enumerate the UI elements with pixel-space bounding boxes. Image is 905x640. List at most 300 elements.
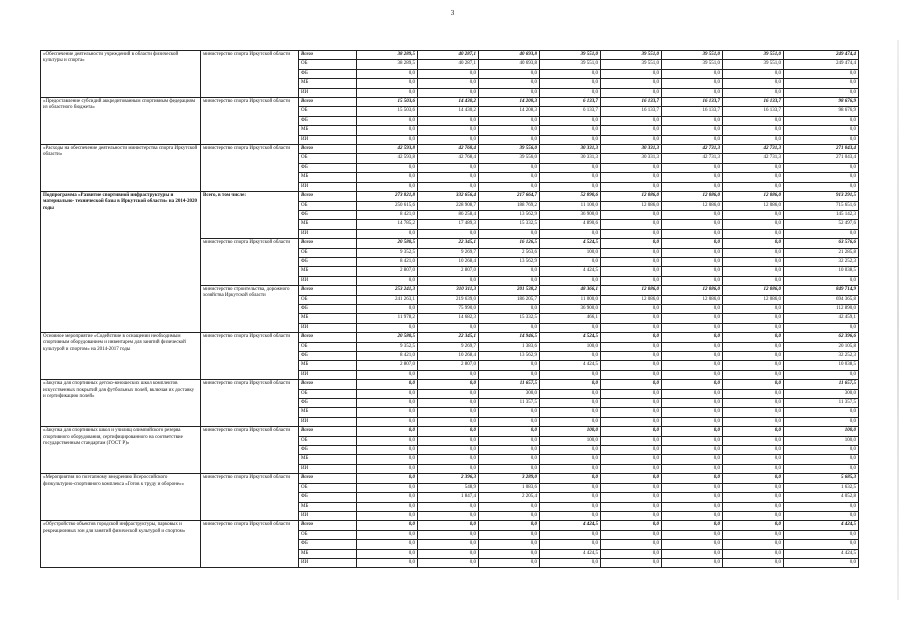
executor-name: Всего, в том числе:	[201, 192, 299, 239]
year-value-cell: 0,0	[723, 399, 784, 408]
year-value-cell: 0,0	[540, 455, 601, 464]
year-value-cell: 0,0	[662, 135, 723, 144]
year-value-cell: 0,0	[723, 352, 784, 361]
year-value-cell: 0,0	[418, 69, 479, 78]
year-value-cell: 0,0	[479, 229, 540, 238]
year-value-cell: 0,0	[601, 530, 662, 539]
year-value-cell: 0,0	[662, 69, 723, 78]
year-value-cell: 0,0	[601, 408, 662, 417]
year-value-cell: 39 551,0	[540, 60, 601, 69]
year-value-cell: 16 133,7	[723, 107, 784, 116]
year-value-cell: 0,0	[662, 493, 723, 502]
table-row	[41, 51, 859, 60]
year-value-cell: 39 551,0	[723, 60, 784, 69]
year-value-cell: 0,0	[723, 88, 784, 97]
total-cell: 20 105,8	[784, 342, 859, 351]
year-value-cell: 39 551,0	[601, 60, 662, 69]
year-value-cell: 4 890,6	[540, 220, 601, 229]
executor-name: министерство спорта Иркутской области	[201, 239, 299, 286]
year-value-cell: 0,0	[357, 530, 418, 539]
year-value-cell: 0,0	[418, 135, 479, 144]
year-value-cell: 12 086,0	[662, 192, 723, 201]
total-cell: 0,0	[784, 446, 859, 455]
year-value-cell: 0,0	[540, 257, 601, 266]
total-cell: 0,0	[784, 163, 859, 172]
year-value-cell: 0,0	[418, 502, 479, 511]
total-cell: 4 424,5	[784, 549, 859, 558]
funding-source: МБ	[299, 455, 357, 464]
year-value-cell: 0,0	[601, 342, 662, 351]
year-value-cell: 0,0	[479, 88, 540, 97]
funding-source: ОБ	[299, 295, 357, 304]
year-value-cell: 42 593,8	[357, 145, 418, 154]
year-value-cell: 0,0	[601, 248, 662, 257]
total-cell: 98 676,9	[784, 107, 859, 116]
year-value-cell: 39 556,0	[479, 154, 540, 163]
year-value-cell: 0,0	[357, 69, 418, 78]
year-value-cell: 0,0	[662, 173, 723, 182]
year-value-cell: 0,0	[601, 173, 662, 182]
year-value-cell: 12 086,0	[601, 295, 662, 304]
year-value-cell: 0,0	[662, 182, 723, 191]
total-cell: 98 676,9	[784, 98, 859, 107]
year-value-cell: 0,0	[662, 163, 723, 172]
year-value-cell: 16 133,7	[723, 98, 784, 107]
year-value-cell: 0,0	[723, 182, 784, 191]
year-value-cell: 0,0	[723, 408, 784, 417]
table-row	[41, 380, 859, 389]
total-cell: 249 474,4	[784, 51, 859, 60]
year-value-cell: 0,0	[540, 88, 601, 97]
executor-name: министерство спорта Иркутской области	[201, 333, 299, 380]
funding-source: ОБ	[299, 248, 357, 257]
year-value-cell: 0,0	[418, 408, 479, 417]
year-value-cell: 9 352,5	[357, 342, 418, 351]
year-value-cell: 0,0	[662, 408, 723, 417]
year-value-cell: 4 424,5	[540, 521, 601, 530]
year-value-cell: 100,0	[540, 436, 601, 445]
year-value-cell: 0,0	[662, 79, 723, 88]
year-value-cell: 30 331,3	[540, 145, 601, 154]
year-value-cell: 0,0	[357, 182, 418, 191]
total-cell: 249 474,4	[784, 60, 859, 69]
year-value-cell: 0,0	[357, 427, 418, 436]
year-value-cell: 12 086,0	[723, 201, 784, 210]
year-value-cell: 0,0	[540, 276, 601, 285]
activity-description: Подпрограмма «Развитие спортивной инфраструктуры и материально- технической базы в Иркутской области» на 2014-2020 годы	[41, 192, 201, 333]
year-value-cell: 0,0	[723, 521, 784, 530]
year-value-cell: 9 269,7	[418, 248, 479, 257]
year-value-cell: 42 768,4	[418, 145, 479, 154]
year-value-cell: 10 268,4	[418, 352, 479, 361]
total-cell: 0,0	[784, 135, 859, 144]
funding-source: ФБ	[299, 540, 357, 549]
total-cell: 0,0	[784, 79, 859, 88]
year-value-cell: 20 580,5	[357, 239, 418, 248]
year-value-cell: 16 126,5	[479, 239, 540, 248]
year-value-cell: 0,0	[418, 88, 479, 97]
total-cell: 0,0	[784, 455, 859, 464]
total-cell: 10 038,5	[784, 267, 859, 276]
table-row	[41, 521, 859, 530]
year-value-cell: 0,0	[723, 380, 784, 389]
total-cell: 0,0	[784, 502, 859, 511]
year-value-cell: 0,0	[662, 220, 723, 229]
year-value-cell: 0,0	[540, 483, 601, 492]
total-cell: 0,0	[784, 88, 859, 97]
year-value-cell: 0,0	[723, 248, 784, 257]
executor-name: министерство спорта Иркутской области	[201, 427, 299, 474]
year-value-cell: 0,0	[357, 493, 418, 502]
year-value-cell: 100,0	[540, 248, 601, 257]
year-value-cell: 0,0	[662, 257, 723, 266]
year-value-cell: 0,0	[662, 370, 723, 379]
total-cell: 0,0	[784, 417, 859, 426]
year-value-cell: 30 331,3	[601, 154, 662, 163]
year-value-cell: 0,0	[540, 530, 601, 539]
year-value-cell: 0,0	[662, 210, 723, 219]
year-value-cell: 0,0	[479, 540, 540, 549]
year-value-cell: 40 693,8	[479, 60, 540, 69]
funding-source: Всего	[299, 521, 357, 530]
total-cell: 300,0	[784, 389, 859, 398]
total-cell: 32 252,3	[784, 257, 859, 266]
year-value-cell: 0,0	[357, 558, 418, 567]
year-value-cell: 0,0	[357, 549, 418, 558]
funding-source: ИИ	[299, 417, 357, 426]
year-value-cell: 0,0	[662, 540, 723, 549]
year-value-cell: 0,0	[418, 455, 479, 464]
year-value-cell: 0,0	[357, 304, 418, 313]
table-row	[41, 474, 859, 483]
year-value-cell: 241 263,1	[357, 295, 418, 304]
year-value-cell: 0,0	[601, 427, 662, 436]
year-value-cell: 0,0	[479, 163, 540, 172]
year-value-cell: 0,0	[601, 558, 662, 567]
year-value-cell: 0,0	[662, 530, 723, 539]
year-value-cell: 0,0	[662, 446, 723, 455]
year-value-cell: 0,0	[479, 558, 540, 567]
year-value-cell: 11 000,0	[540, 295, 601, 304]
year-value-cell: 0,0	[723, 257, 784, 266]
year-value-cell: 0,0	[357, 483, 418, 492]
year-value-cell: 0,0	[723, 474, 784, 483]
year-value-cell: 40 287,1	[418, 51, 479, 60]
year-value-cell: 8 421,0	[357, 210, 418, 219]
year-value-cell: 11 100,0	[540, 201, 601, 210]
year-value-cell: 0,0	[418, 380, 479, 389]
year-value-cell: 0,0	[662, 549, 723, 558]
year-value-cell: 100,0	[540, 342, 601, 351]
year-value-cell: 16 133,7	[601, 98, 662, 107]
year-value-cell: 30 331,3	[601, 145, 662, 154]
funding-source: МБ	[299, 502, 357, 511]
year-value-cell: 0,0	[418, 417, 479, 426]
year-value-cell: 228 908,7	[418, 201, 479, 210]
total-cell: 0,0	[784, 173, 859, 182]
year-value-cell: 0,0	[540, 69, 601, 78]
total-cell: 0,0	[784, 511, 859, 520]
year-value-cell: 2 807,0	[357, 361, 418, 370]
year-value-cell: 0,0	[601, 540, 662, 549]
funding-source: ИИ	[299, 88, 357, 97]
funding-source: ФБ	[299, 69, 357, 78]
year-value-cell: 0,0	[357, 370, 418, 379]
year-value-cell: 0,0	[723, 116, 784, 125]
funding-source: ОБ	[299, 483, 357, 492]
year-value-cell: 14 208,3	[479, 98, 540, 107]
activity-description: «Расходы на обеспечение деятельности министерства спорта Иркутской области»	[41, 145, 201, 192]
year-value-cell: 0,0	[540, 370, 601, 379]
total-cell: 0,0	[784, 370, 859, 379]
year-value-cell: 42 593,8	[357, 154, 418, 163]
funding-source: МБ	[299, 361, 357, 370]
year-value-cell: 0,0	[479, 126, 540, 135]
year-value-cell: 0,0	[479, 427, 540, 436]
year-value-cell: 253 241,3	[357, 286, 418, 295]
year-value-cell: 0,0	[479, 511, 540, 520]
year-value-cell: 0,0	[479, 361, 540, 370]
funding-source: ФБ	[299, 446, 357, 455]
year-value-cell: 0,0	[540, 464, 601, 473]
year-value-cell: 12 086,0	[662, 201, 723, 210]
year-value-cell: 0,0	[357, 511, 418, 520]
year-value-cell: 0,0	[723, 135, 784, 144]
year-value-cell: 16 133,7	[662, 98, 723, 107]
year-value-cell: 0,0	[601, 417, 662, 426]
total-cell: 11 657,5	[784, 380, 859, 389]
year-value-cell: 0,0	[418, 558, 479, 567]
year-value-cell: 0,0	[357, 474, 418, 483]
year-value-cell: 15 503,6	[357, 98, 418, 107]
year-value-cell: 0,0	[723, 389, 784, 398]
year-value-cell: 0,0	[662, 483, 723, 492]
year-value-cell: 0,0	[479, 417, 540, 426]
total-cell: 0,0	[784, 116, 859, 125]
year-value-cell: 39 551,0	[540, 51, 601, 60]
year-value-cell: 0,0	[601, 502, 662, 511]
year-value-cell: 0,0	[723, 323, 784, 332]
year-value-cell: 0,0	[540, 474, 601, 483]
year-value-cell: 0,0	[601, 493, 662, 502]
total-cell: 1 632,5	[784, 483, 859, 492]
funding-source: ФБ	[299, 163, 357, 172]
year-value-cell: 0,0	[601, 88, 662, 97]
year-value-cell: 0,0	[357, 417, 418, 426]
year-value-cell: 201 538,2	[479, 286, 540, 295]
year-value-cell: 0,0	[357, 464, 418, 473]
total-cell: 145 142,3	[784, 210, 859, 219]
year-value-cell: 0,0	[418, 370, 479, 379]
year-value-cell: 2 807,0	[418, 267, 479, 276]
year-value-cell: 0,0	[601, 474, 662, 483]
year-value-cell: 0,0	[540, 446, 601, 455]
year-value-cell: 0,0	[601, 436, 662, 445]
year-value-cell: 42 731,3	[662, 145, 723, 154]
year-value-cell: 0,0	[723, 276, 784, 285]
year-value-cell: 0,0	[601, 257, 662, 266]
executor-name: министерство спорта Иркутской области	[201, 51, 299, 98]
funding-source: ОБ	[299, 389, 357, 398]
year-value-cell: 0,0	[418, 116, 479, 125]
year-value-cell: 0,0	[479, 446, 540, 455]
year-value-cell: 6 133,7	[540, 98, 601, 107]
funding-source: Всего	[299, 239, 357, 248]
year-value-cell: 219 639,0	[418, 295, 479, 304]
funding-source: ИИ	[299, 370, 357, 379]
year-value-cell: 0,0	[357, 116, 418, 125]
activity-description: «Мероприятия по поэтапному внедрению Всероссийского физкультурно-спортивного комплекса «Готов к труду и обороне»»	[41, 474, 201, 521]
year-value-cell: 0,0	[540, 417, 601, 426]
year-value-cell: 0,0	[601, 455, 662, 464]
year-value-cell: 0,0	[662, 239, 723, 248]
funding-source: ФБ	[299, 493, 357, 502]
year-value-cell: 0,0	[662, 502, 723, 511]
year-value-cell: 0,0	[418, 389, 479, 398]
year-value-cell: 0,0	[479, 267, 540, 276]
year-value-cell: 0,0	[418, 540, 479, 549]
funding-source: ИИ	[299, 323, 357, 332]
year-value-cell: 0,0	[662, 352, 723, 361]
year-value-cell: 15 332,5	[479, 220, 540, 229]
total-cell: 42 459,1	[784, 314, 859, 323]
year-value-cell: 39 551,0	[662, 51, 723, 60]
funding-source: МБ	[299, 173, 357, 182]
year-value-cell: 0,0	[540, 116, 601, 125]
year-value-cell: 0,0	[357, 88, 418, 97]
year-value-cell: 0,0	[723, 540, 784, 549]
funding-source: ИИ	[299, 182, 357, 191]
total-cell: 4 424,5	[784, 521, 859, 530]
year-value-cell: 22 345,1	[418, 239, 479, 248]
year-value-cell: 0,0	[601, 220, 662, 229]
year-value-cell: 0,0	[601, 361, 662, 370]
total-cell: 0,0	[784, 408, 859, 417]
activity-description: Основное мероприятие «Содействие в оснащении необходимым спортивным оборудованием и инвентарем для занятий физической культурой и спортом» на 2014-2017 годы	[41, 333, 201, 380]
year-value-cell: 0,0	[479, 502, 540, 511]
year-value-cell: 0,0	[601, 116, 662, 125]
year-value-cell: 0,0	[357, 408, 418, 417]
year-value-cell: 75 990,0	[418, 304, 479, 313]
year-value-cell: 22 345,1	[418, 333, 479, 342]
activity-description: «Предоставление субсидий аккредитованным спортивным федерациям из областного бюджета»	[41, 98, 201, 145]
year-value-cell: 0,0	[723, 163, 784, 172]
year-value-cell: 0,0	[662, 116, 723, 125]
year-value-cell: 0,0	[662, 417, 723, 426]
year-value-cell: 1 847,4	[418, 493, 479, 502]
year-value-cell: 548,9	[418, 483, 479, 492]
activity-description: «Закупка для спортивных детско-юношеских школ комплектов искусственных покрытий для футбольных полей, включая их доставку и сертификацию полей»	[41, 380, 201, 427]
year-value-cell: 0,0	[723, 229, 784, 238]
year-value-cell: 10 268,4	[418, 257, 479, 266]
total-cell: 0,0	[784, 276, 859, 285]
year-value-cell: 0,0	[662, 342, 723, 351]
total-cell: 0,0	[784, 540, 859, 549]
funding-source: Всего	[299, 380, 357, 389]
year-value-cell: 0,0	[479, 323, 540, 332]
funding-source: МБ	[299, 267, 357, 276]
year-value-cell: 0,0	[540, 558, 601, 567]
year-value-cell: 217 664,7	[479, 192, 540, 201]
year-value-cell: 14 430,2	[418, 98, 479, 107]
year-value-cell: 42 731,3	[662, 154, 723, 163]
funding-source: МБ	[299, 126, 357, 135]
year-value-cell: 0,0	[723, 333, 784, 342]
year-value-cell: 0,0	[357, 436, 418, 445]
funding-source: ИИ	[299, 135, 357, 144]
year-value-cell: 0,0	[540, 173, 601, 182]
year-value-cell: 0,0	[662, 361, 723, 370]
year-value-cell: 0,0	[723, 220, 784, 229]
year-value-cell: 0,0	[662, 267, 723, 276]
year-value-cell: 0,0	[601, 69, 662, 78]
year-value-cell: 40 287,1	[418, 60, 479, 69]
funding-source: Всего	[299, 286, 357, 295]
year-value-cell: 0,0	[601, 464, 662, 473]
year-value-cell: 0,0	[601, 370, 662, 379]
year-value-cell: 0,0	[723, 210, 784, 219]
funding-source: ФБ	[299, 304, 357, 313]
year-value-cell: 2 807,0	[418, 361, 479, 370]
year-value-cell: 30 331,3	[540, 154, 601, 163]
year-value-cell: 0,0	[540, 399, 601, 408]
year-value-cell: 11 357,5	[479, 399, 540, 408]
year-value-cell: 0,0	[418, 182, 479, 191]
year-value-cell: 52 890,6	[540, 192, 601, 201]
year-value-cell: 48 366,1	[540, 286, 601, 295]
year-value-cell: 0,0	[479, 135, 540, 144]
year-value-cell: 0,0	[601, 333, 662, 342]
year-value-cell: 0,0	[601, 239, 662, 248]
funding-source: МБ	[299, 408, 357, 417]
executor-name: министерство строительства, дорожного хозяйства Иркутской области	[201, 286, 299, 333]
total-cell: 913 291,5	[784, 192, 859, 201]
activity-description: «Обеспечение деятельности учреждений в области физической культуры и спорта»	[41, 51, 201, 98]
year-value-cell: 9 269,7	[418, 342, 479, 351]
year-value-cell: 13 562,9	[479, 352, 540, 361]
year-value-cell: 0,0	[357, 276, 418, 285]
total-cell: 0,0	[784, 323, 859, 332]
year-value-cell: 14 946,5	[479, 333, 540, 342]
table-row	[41, 427, 859, 436]
year-value-cell: 0,0	[662, 314, 723, 323]
year-value-cell: 15 332,5	[479, 314, 540, 323]
funding-source: Всего	[299, 474, 357, 483]
year-value-cell: 11 978,2	[357, 314, 418, 323]
executor-name: министерство спорта Иркутской области	[201, 145, 299, 192]
year-value-cell: 0,0	[601, 267, 662, 276]
year-value-cell: 9 352,5	[357, 248, 418, 257]
year-value-cell: 0,0	[418, 79, 479, 88]
year-value-cell: 13 562,9	[479, 210, 540, 219]
year-value-cell: 0,0	[418, 163, 479, 172]
year-value-cell: 0,0	[479, 304, 540, 313]
year-value-cell: 0,0	[357, 399, 418, 408]
funding-source: ОБ	[299, 107, 357, 116]
year-value-cell: 0,0	[479, 173, 540, 182]
year-value-cell: 0,0	[418, 436, 479, 445]
year-value-cell: 2 807,0	[357, 267, 418, 276]
year-value-cell: 4 424,5	[540, 267, 601, 276]
year-value-cell: 0,0	[540, 502, 601, 511]
funding-source: ИИ	[299, 511, 357, 520]
year-value-cell: 12 086,0	[723, 192, 784, 201]
year-value-cell: 0,0	[662, 248, 723, 257]
year-value-cell: 0,0	[540, 135, 601, 144]
funding-source: ОБ	[299, 201, 357, 210]
year-value-cell: 0,0	[479, 464, 540, 473]
year-value-cell: 0,0	[479, 116, 540, 125]
